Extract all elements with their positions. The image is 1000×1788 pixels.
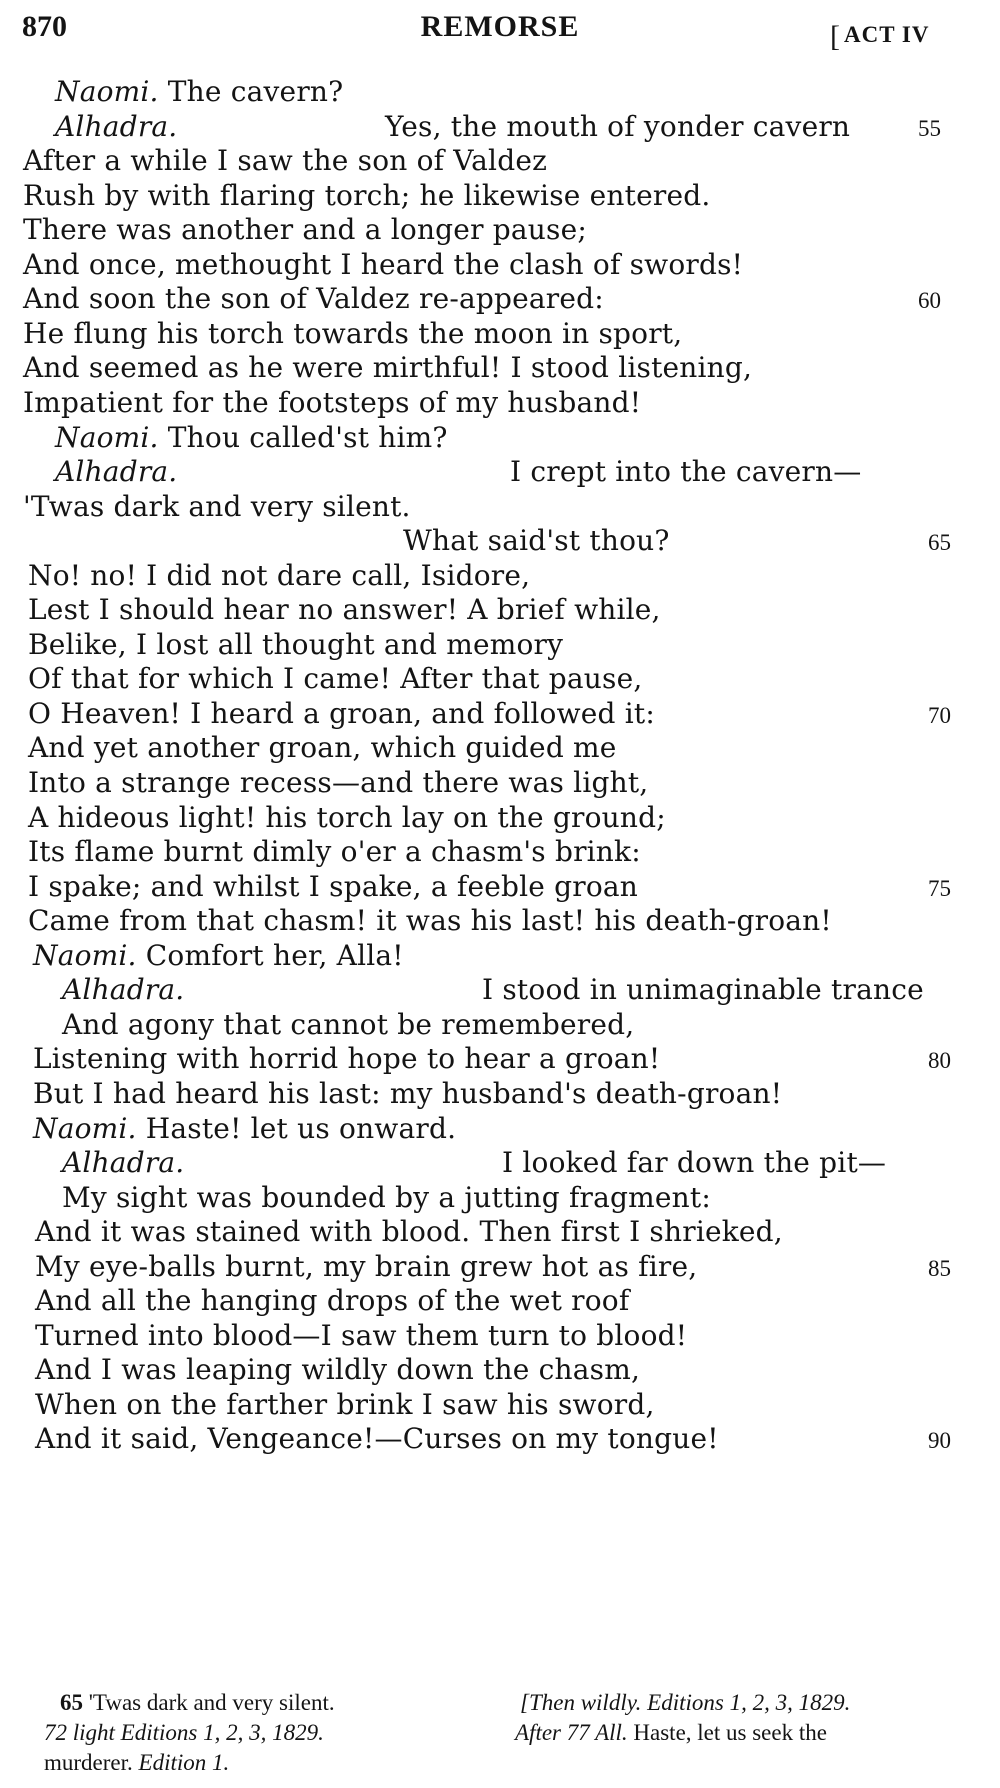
verse-text-span: Came from that chasm! it was his last! his death-groan!	[28, 904, 832, 938]
line-number: 90	[928, 1428, 951, 1454]
verse-text-span: Turned into blood—I saw them turn to blood!	[35, 1318, 688, 1352]
line-number: 75	[928, 875, 951, 901]
footnote-line: murderer. Edition 1.	[44, 1750, 230, 1775]
line-number: 85	[928, 1255, 951, 1281]
line-number: 70	[928, 702, 951, 728]
verse-text-span: My eye-balls burnt, my brain grew hot as fire,	[35, 1249, 698, 1283]
line-number: 80	[928, 1048, 951, 1074]
verse-text-span: Belike, I lost all thought and memory	[28, 627, 564, 661]
page-header	[0, 10, 1000, 53]
verse-text-span: And agony that cannot be remembered,	[62, 1007, 635, 1041]
verse-text-span: And it was stained with blood. Then first I shrieked,	[35, 1215, 783, 1249]
verse-text-span: The cavern?	[158, 75, 344, 108]
verse-text-span: I crept into the cavern—	[510, 455, 862, 489]
verse-text-span: I stood in unimaginable trance	[482, 973, 924, 1007]
verse-text-span: No! no! I did not dare call, Isidore,	[28, 558, 531, 592]
verse-text-span: Impatient for the footsteps of my husband!	[23, 385, 642, 419]
bracket-glyph: [	[830, 20, 841, 53]
page-number: 870	[22, 10, 67, 43]
verse-text-span: My sight was bounded by a jutting fragment:	[62, 1180, 711, 1214]
verse-text-span: And soon the son of Valdez re-appeared:	[23, 282, 604, 316]
line-number: 55	[918, 115, 941, 141]
verse-text-span: When on the farther brink I saw his sword,	[35, 1387, 655, 1421]
verse-text-span: Thou called'st him?	[158, 420, 448, 454]
verse-line	[35, 1419, 719, 1459]
verse-text-span: He flung his torch towards the moon in sport,	[23, 316, 683, 350]
speaker-name: Alhadra.	[62, 973, 185, 1007]
verse-text-span: I looked far down the pit—	[502, 1146, 887, 1180]
running-title: REMORSE	[420, 10, 580, 43]
footnote-variant: After 77 All. Haste, let us seek the	[515, 1720, 827, 1745]
verse-text-span: And it said, Vengeance!—Curses on my tongue!	[35, 1422, 719, 1456]
speaker-name: Naomi.	[33, 1111, 137, 1145]
speaker-name: Alhadra.	[55, 455, 178, 489]
verse-text-span: Comfort her, Alla!	[136, 938, 404, 972]
footnote-variant: [Then wildly. Editions 1, 2, 3, 1829.	[520, 1690, 851, 1715]
verse-text-span: Haste! let us onward.	[136, 1111, 457, 1145]
verse-text-span: What said'st thou?	[403, 524, 670, 558]
verse-line	[23, 487, 411, 527]
verse-text-span: O Heaven! I heard a groan, and followed it:	[28, 696, 656, 730]
line-number: 65	[928, 530, 951, 556]
verse-text-span: I spake; and whilst I spake, a feeble groan	[28, 869, 639, 903]
speaker-name: Naomi.	[55, 420, 159, 454]
verse-text-span: And seemed as he were mirthful! I stood listening,	[23, 351, 753, 385]
speaker-name: Naomi.	[33, 938, 137, 972]
speaker-name: Alhadra.	[62, 1146, 185, 1180]
verse-text-span: But I had heard his last: my husband's death-groan!	[33, 1076, 783, 1110]
footnote-line: 72 light Editions 1, 2, 3, 1829.	[44, 1720, 324, 1745]
verse-text-span: Into a strange recess—and there was light,	[28, 766, 649, 799]
speaker-name: Alhadra.	[55, 109, 178, 143]
verse-text-span: After a while I saw the son of Valdez	[23, 144, 548, 178]
verse-text-span: And yet another groan, which guided me	[28, 731, 617, 765]
verse-text-span: There was another and a longer pause;	[23, 213, 587, 247]
verse-text-span: Listening with horrid hope to hear a groan!	[33, 1042, 661, 1076]
verse-text-span: Of that for which I came! After that pause,	[28, 662, 643, 696]
footnote-line: 65 'Twas dark and very silent.	[60, 1690, 335, 1715]
verse-text-span: And all the hanging drops of the wet roof	[35, 1284, 630, 1318]
verse-text-span: 'Twas dark and very silent.	[23, 489, 411, 523]
verse-text-span: Rush by with flaring torch; he likewise entered.	[23, 178, 711, 212]
verse-text-span: Its flame burnt dimly o'er a chasm's brink:	[28, 835, 641, 869]
line-number: 60	[918, 288, 941, 314]
verse-text-span: Lest I should hear no answer! A brief while,	[28, 593, 661, 627]
speaker-name: Naomi.	[55, 75, 159, 108]
verse-text-span: And once, methought I heard the clash of swords!	[23, 247, 744, 281]
verse-text-span: Yes, the mouth of yonder cavern	[385, 109, 851, 143]
verse-text-span: And I was leaping wildly down the chasm,	[35, 1353, 641, 1387]
verse-text-span: A hideous light! his torch lay on the ground;	[28, 800, 666, 834]
act-label: [ ACT IV	[830, 20, 930, 53]
footnote-line-number: 65	[60, 1690, 83, 1715]
